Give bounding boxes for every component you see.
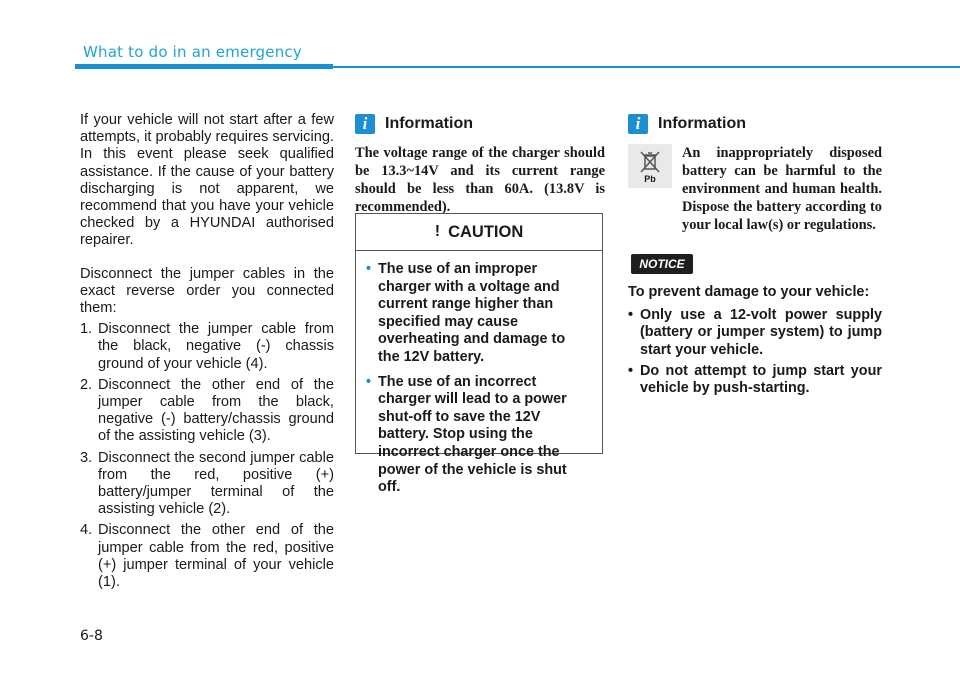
info-title: Information <box>658 115 746 132</box>
caution-item: • The use of an incorrect charger will lead to a power shut-off to save the 12V battery. Stop using the incorrect charger once the power of the vehicle is shut off. <box>366 373 567 496</box>
notice-section <box>628 284 882 401</box>
warning-icon: ! <box>434 223 441 240</box>
step-item: 2. Disconnect the other end of the jumper cable from the black, negative (-) battery/chassis ground of the assisting vehicle (3). <box>80 376 334 445</box>
info-icon: i <box>355 114 375 134</box>
info-title: Information <box>385 115 473 132</box>
middle-column <box>355 114 605 216</box>
caution-header <box>356 214 602 251</box>
header-title: What to do in an emergency <box>83 43 302 61</box>
intro-paragraph: If your vehicle will not start after a few attempts, it probably requires servicing. In this event please seek qualified assistance. If the cause of your battery discharging is not apparent, we recommend that you have your vehicle checked by a HYUNDAI authorised repairer. <box>80 112 334 249</box>
disposal-notice <box>628 144 882 234</box>
notice-intro: To prevent damage to your vehicle: <box>628 284 870 300</box>
step-item: 1. Disconnect the jumper cable from the black, negative (-) chassis ground of your vehicle (4). <box>80 321 334 372</box>
info-text: The voltage range of the charger should be 13.3~14V and its current range should be less than 60A. (13.8V is recommended). <box>355 145 605 215</box>
notice-list <box>628 307 882 397</box>
disconnect-paragraph: Disconnect the jumper cables in the exact reverse order you connected them: <box>80 265 334 317</box>
bullet-icon: • <box>366 373 372 390</box>
caution-item: • The use of an improper charger with a voltage and current range higher than specified may cause overheating and damage to the 12V battery. <box>366 261 566 365</box>
info-heading <box>355 114 605 134</box>
notice-item: • Only use a 12-volt power supply (battery or jumper system) to jump start your vehicle. <box>628 307 882 358</box>
recycle-label: Pb <box>644 174 656 184</box>
crossed-bin-icon <box>628 144 672 188</box>
left-column <box>80 112 334 595</box>
info-icon: i <box>628 114 648 134</box>
header-bar <box>75 64 333 69</box>
bullet-icon: • <box>366 261 372 277</box>
caution-title: CAUTION <box>448 222 524 241</box>
bullet-icon: • <box>628 362 634 379</box>
page-number: 6-8 <box>80 628 103 644</box>
header-line <box>333 66 960 68</box>
caution-box <box>355 213 603 496</box>
info-heading <box>628 114 882 134</box>
right-column <box>628 114 882 234</box>
notice-item: • Do not attempt to jump start your vehicle by push-starting. <box>628 362 882 397</box>
caution-list <box>356 251 602 497</box>
bin-svg <box>636 148 664 176</box>
steps-list <box>80 321 334 591</box>
bullet-icon: • <box>628 307 634 324</box>
notice-badge: NOTICE <box>631 254 693 274</box>
disposal-text: An inappropriately disposed battery can be harmful to the environment and human health. Dispose the battery according to your local law(s) or regulations. <box>682 145 882 233</box>
step-item: 4. Disconnect the other end of the jumper cable from the red, positive (+) jumper terminal of your vehicle (1). <box>80 522 334 591</box>
step-item: 3. Disconnect the second jumper cable from the red, positive (+) battery/jumper terminal of the assisting vehicle (2). <box>80 449 334 518</box>
